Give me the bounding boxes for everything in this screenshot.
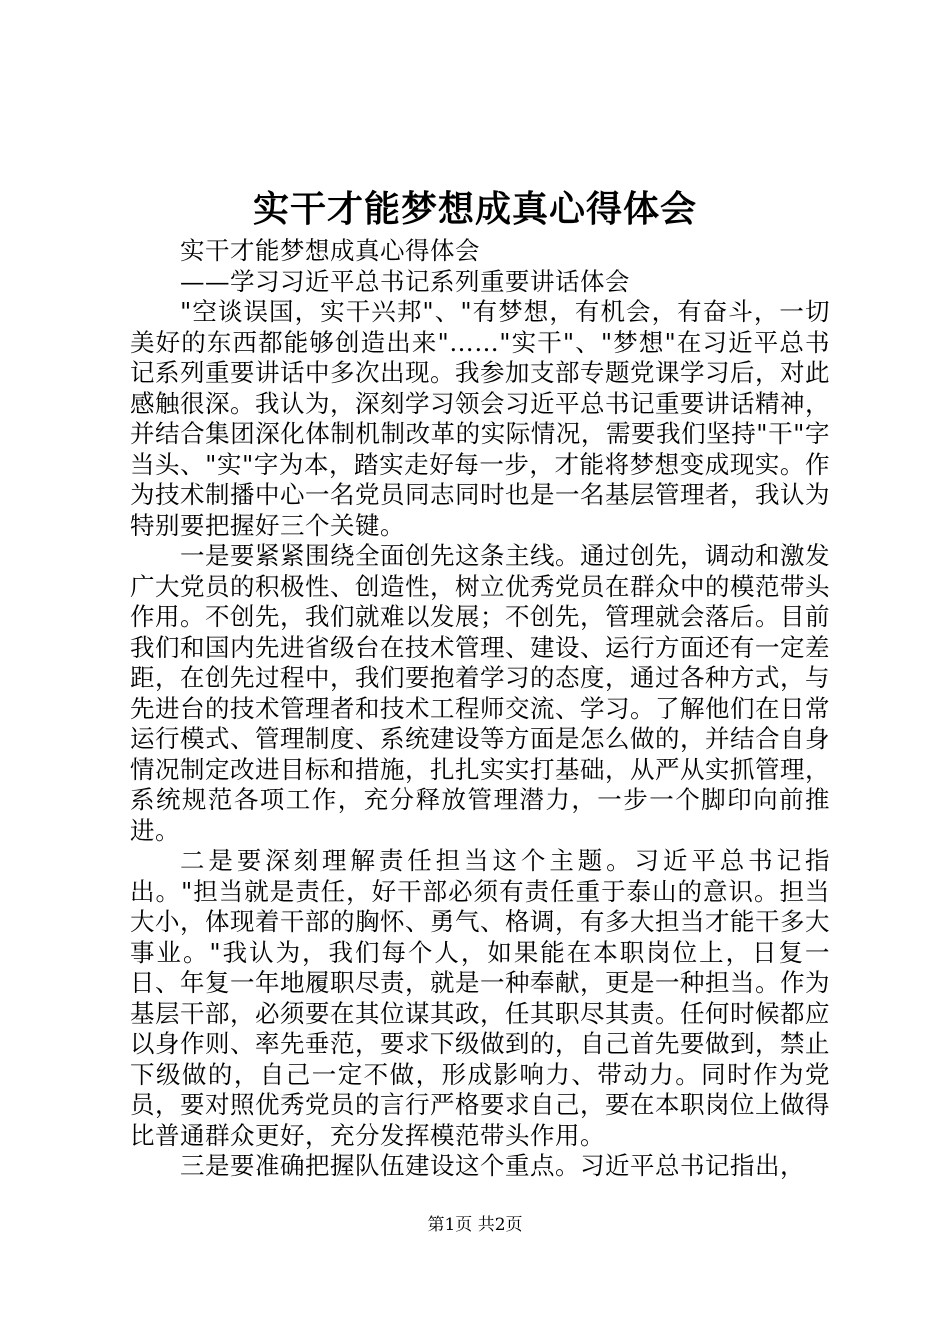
paragraph-byline: ——学习习近平总书记系列重要讲话体会 [180,266,630,296]
document-title: 实干才能梦想成真心得体会 [252,188,697,230]
paragraph-point-one: 一是要紧紧围绕全面创先这条主线。通过创先，调动和激发广大党员的积极性、创造性，树立优秀党员在群众中的模范带头作用。不创先，我们就难以发展；不创先，管理就会落后。目前我们和国内先进省级台在技术管理、建设、运行方面还有一定差距，在创先过程中，我们要抱着学习的态度，通过各种方式，与先进台的技术管理者和技术工程师交流、学习。了解他们在日常运行模式、管理制度、系统建设等方面是怎么做的，并结合自身情况制定改进目标和措施，扎扎实实打基础，从严从实抓管理，系统规范各项工作，充分释放管理潜力，一步一个脚印向前推进。 [130,541,830,845]
paragraph-point-two: 二是要深刻理解责任担当这个主题。习近平总书记指出。"担当就是责任，好干部必须有责任重于泰山的意识。担当大小，体现着干部的胸怀、勇气、格调，有多大担当才能干多大事业。"我认为，我们每个人，如果能在本职岗位上，日复一日、年复一年地履职尽责，就是一种奉献，更是一种担当。作为基层干部，必须要在其位谋其政，任其职尽其责。任何时候都应以身作则、率先垂范，要求下级做到的，自己首先要做到，禁止下级做的，自己一定不做，形成影响力、带动力。同时作为党员，要对照优秀党员的言行严格要求自己，要在本职岗位上做得比普通群众更好，充分发挥模范带头作用。 [130,846,830,1150]
paragraph-intro: "空谈误国，实干兴邦"、"有梦想，有机会，有奋斗，一切美好的东西都能够创造出来"……"实干"、"梦想"在习近平总书记系列重要讲话中多次出现。我参加支部专题党课学习后，对此感触很深。我认为，深刻学习领会习近平总书记重要讲话精神，并结合集团深化体制机制改革的实际情况，需要我们坚持"干"字当头、"实"字为本，踏实走好每一步，才能将梦想变成现实。作为技术制播中心一名党员同志同时也是一名基层管理者，我认为特别要把握好三个关键。 [130,297,830,540]
paragraph-point-three: 三是要准确把握队伍建设这个重点。习近平总书记指出， [180,1151,805,1180]
document-body [130,236,830,1182]
paragraph-subtitle: 实干才能梦想成真心得体会 [180,236,480,265]
page-footer: 第1页 共2页 [427,1215,523,1235]
